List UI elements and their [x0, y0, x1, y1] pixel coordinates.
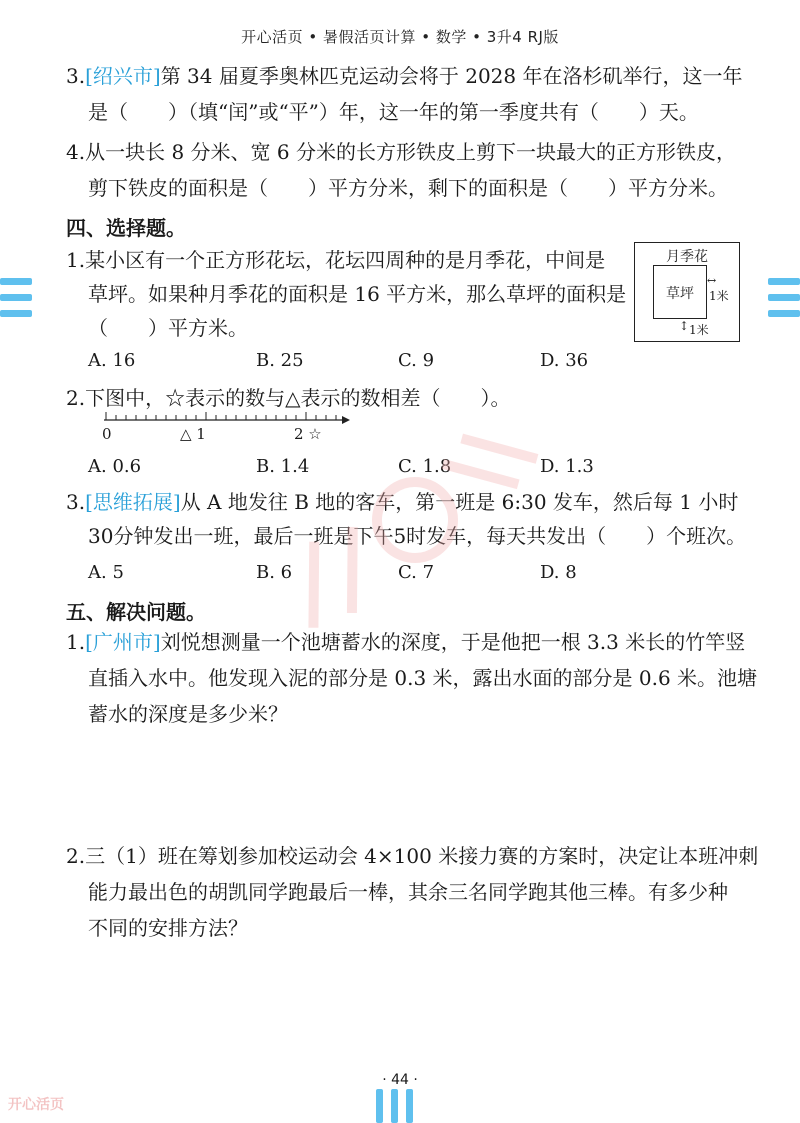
option-d: D. 8: [540, 562, 577, 583]
option-d: D. 1.3: [540, 456, 594, 477]
numberline-label-2: 2 ☆: [294, 425, 322, 443]
question-number: 2.: [66, 844, 86, 868]
solve-question-2: [66, 842, 758, 870]
fill-question-4-line-2: 剪下铁皮的面积是（ ）平方分米，剩下的面积是（ ）平方分米。: [88, 176, 728, 200]
section-title-choice: 四、选择题。: [66, 216, 186, 240]
choice-question-1: [66, 246, 605, 274]
arrow-vertical-icon: ↕: [679, 319, 690, 333]
option-c: C. 7: [398, 562, 435, 583]
page-header: 开心活页 • 暑假活页计算 • 数学 • 3升4 RJ版: [241, 28, 559, 46]
choice-question-1-line-3: （ ）平方米。: [88, 316, 248, 340]
solve-question-2-line-3: 不同的安排方法？: [88, 916, 248, 940]
option-b: B. 1.4: [256, 456, 310, 477]
option-a: A. 5: [88, 562, 124, 583]
right-side-bars: [768, 278, 800, 317]
brand-logo: 开心活页: [8, 1097, 64, 1113]
question-number: 3.: [66, 490, 86, 514]
figure-outer-label: 月季花: [666, 249, 708, 265]
fill-question-4: [66, 138, 736, 166]
solve-question-1: [66, 628, 745, 656]
numberline-label-0: 0: [102, 425, 112, 443]
question-number: 4.: [66, 140, 86, 164]
option-c: C. 1.8: [398, 456, 452, 477]
left-side-bars: [0, 278, 32, 317]
section-title-solve: 五、解决问题。: [66, 600, 206, 624]
question-text: 第 34 届夏季奥林匹克运动会将于 2028 年在洛杉矶举行，这一年: [160, 64, 743, 88]
question-text: 从一块长 8 分米、宽 6 分米的长方形铁皮上剪下一块最大的正方形铁皮，: [85, 140, 736, 164]
option-b: B. 6: [256, 562, 293, 583]
question-text: 某小区有一个正方形花坛，花坛四周种的是月季花，中间是: [85, 248, 606, 272]
question-text: 刘悦想测量一个池塘蓄水的深度，于是他把一根 3.3 米长的竹竿竖: [160, 630, 746, 654]
lawn-square: [653, 265, 707, 319]
question-number: 2.: [66, 386, 86, 410]
flowerbed-figure: [634, 242, 740, 342]
question-text: 下图中，☆表示的数与△表示的数相差（ ）。: [85, 386, 511, 410]
option-c: C. 9: [398, 350, 435, 371]
source-tag: [广州市]: [85, 630, 161, 654]
question-number: 3.: [66, 64, 86, 88]
choice-question-3: [66, 488, 738, 516]
solve-question-2-line-2: 能力最出色的胡凯同学跑最后一棒，其余三名同学跑其他三棒。有多少种: [88, 880, 728, 904]
figure-bottom-label: 1米: [689, 323, 709, 337]
option-a: A. 0.6: [88, 456, 142, 477]
source-tag: [思维拓展]: [85, 490, 181, 514]
fill-question-3-line-2: 是（ ）（填“闰”或“平”）年，这一年的第一季度共有（ ）天。: [88, 100, 699, 124]
question-number: 1.: [66, 248, 86, 272]
numberline-label-1: △ 1: [180, 425, 206, 443]
option-d: D. 36: [540, 350, 589, 371]
source-tag: [绍兴市]: [85, 64, 161, 88]
page-number: · 44 ·: [382, 1072, 418, 1088]
number-line: [96, 410, 356, 426]
bottom-bars: [376, 1089, 413, 1123]
fill-question-3: [66, 62, 742, 90]
choice-question-3-line-2: 30分钟发出一班，最后一班是下午5时发车，每天共发出（ ）个班次。: [88, 524, 747, 548]
question-text: 三（1）班在筹划参加校运动会 4×100 米接力赛的方案时，决定让本班冲刺: [85, 844, 759, 868]
option-a: A. 16: [88, 350, 136, 371]
arrow-horizontal-icon: ↔: [707, 274, 717, 287]
choice-question-1-line-2: 草坪。如果种月季花的面积是 16 平方米，那么草坪的面积是: [88, 282, 627, 306]
question-number: 1.: [66, 630, 86, 654]
figure-inner-label: 草坪: [666, 286, 694, 302]
solve-question-1-line-2: 直插入水中。他发现入泥的部分是 0.3 米，露出水面的部分是 0.6 米。池塘: [88, 666, 758, 690]
choice-question-2: [66, 384, 510, 412]
option-b: B. 25: [256, 350, 304, 371]
question-text: 从 A 地发往 B 地的客车，第一班是 6:30 发车，然后每 1 小时: [180, 490, 739, 514]
figure-side-label: 1米: [709, 289, 729, 303]
solve-question-1-line-3: 蓄水的深度是多少米？: [88, 702, 288, 726]
